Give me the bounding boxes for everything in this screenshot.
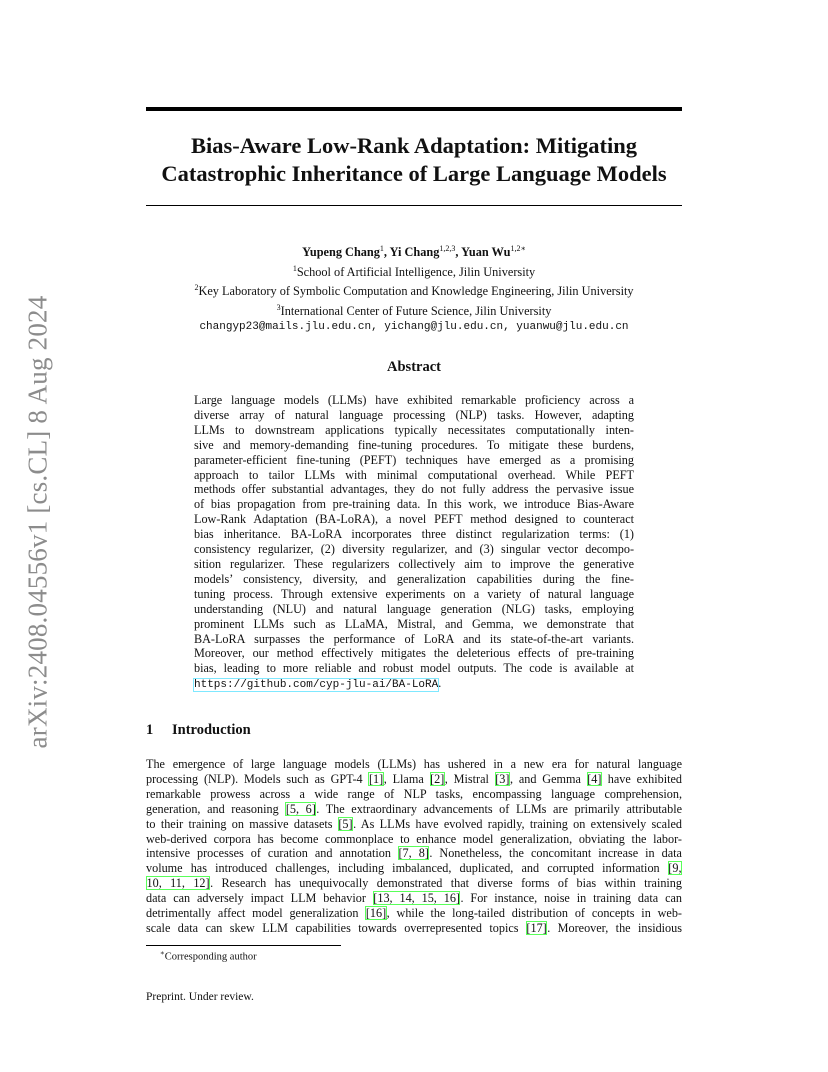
intro-line xyxy=(146,906,682,921)
abstract-line: tuning process. Through extensive experiments on a variety of natural language xyxy=(194,586,634,601)
affiliation-3-sup: 3 xyxy=(276,303,281,313)
text-run: . As LLMs have evolved rapidly, training on extensively scaled xyxy=(353,816,682,831)
text-run: volume has introduced challenges, including imbalanced, duplicated, and corrupted information xyxy=(146,861,668,876)
title-top-rule xyxy=(146,107,682,111)
citation-link[interactable]: [7, 8] xyxy=(398,846,429,861)
intro-line xyxy=(146,846,682,861)
citation-link[interactable]: [3] xyxy=(495,771,510,786)
abstract-line: bias, leading to more reliable and robust model outputs. The code is available at xyxy=(194,661,634,676)
citation-link[interactable]: [2] xyxy=(430,771,445,786)
abstract-line: bias inheritance. BA-LoRA incorporates three distinct regularization terms: (1) xyxy=(194,527,634,542)
author-1-sup: 1 xyxy=(379,244,384,253)
author-3: Yuan Wu xyxy=(461,245,511,260)
citation-link[interactable]: [1] xyxy=(368,771,384,786)
footnote-rule xyxy=(146,945,341,946)
citation-link[interactable]: [5, 6] xyxy=(285,801,316,816)
affiliation-2 xyxy=(146,280,682,300)
footnote-text: Corresponding author xyxy=(164,951,257,963)
text-run: , Llama xyxy=(383,771,430,786)
abstract-period: . xyxy=(438,676,442,691)
text-run: . Nonetheless, the concomitant increase in data xyxy=(429,846,682,861)
abstract-line: parameter-efficient fine-tuning (PEFT) techniques have emerged as a promising xyxy=(194,452,634,467)
text-run: have exhibited xyxy=(601,771,682,786)
text-run: generation, and reasoning xyxy=(146,801,286,816)
affiliation-1-text: School of Artificial Intelligence, Jilin University xyxy=(296,264,536,279)
abstract-line: approach to tailor LLMs with minimal computational overhead. While PEFT xyxy=(194,467,634,482)
intro-line: web-derived corpora has become commonplace to enhance model generalization, obviating the labor- xyxy=(146,831,682,846)
text-run: . Research has unequivocally demonstrated that diverse forms of bias within training xyxy=(210,876,682,891)
title-bottom-rule xyxy=(146,205,682,206)
text-run: , and Gemma xyxy=(509,771,587,786)
introduction-body xyxy=(146,757,682,936)
abstract-line: of bias propagation from pre-training data. In this work, we introduce Bias-Aware xyxy=(194,497,634,512)
abstract-line: diverse array of natural language processing (NLP) tasks. However, adapting xyxy=(194,407,634,422)
abstract-heading: Abstract xyxy=(387,359,441,375)
author-3-sup: 1,2∗ xyxy=(510,244,526,253)
text-run: , Mistral xyxy=(444,771,495,786)
abstract-line: LLMs to downstream applications typically necessitates computationally inten- xyxy=(194,422,634,437)
abstract-line: sive and memory-demanding fine-tuning procedures. To mitigate these burdens, xyxy=(194,437,634,452)
citation-link[interactable]: [4] xyxy=(587,771,602,786)
affiliation-3 xyxy=(146,300,682,320)
abstract-body xyxy=(194,393,634,693)
intro-line xyxy=(146,861,682,876)
intro-line xyxy=(146,772,682,787)
intro-line xyxy=(146,921,682,936)
intro-line: remarkable prowess across a wide range of NLP tasks, encompassing language comprehension, xyxy=(146,786,682,801)
abstract-line: Large language models (LLMs) have exhibited remarkable proficiency across a xyxy=(194,393,634,407)
affiliation-2-sup: 2 xyxy=(194,283,199,293)
footnote xyxy=(160,949,257,963)
abstract-line: methods offer substantial advantages, they do not fully address the pervasive issue xyxy=(194,482,634,497)
author-2: Yi Chang xyxy=(389,245,440,260)
abstract-line: Moreover, our method effectively mitigates the deleterious effects of pre-training xyxy=(194,646,634,661)
preprint-notice: Preprint. Under review. xyxy=(146,991,254,1003)
text-run: intensive processes of curation and annotation xyxy=(146,846,398,861)
abstract-last-line xyxy=(194,676,634,693)
affiliation-3-text: International Center of Future Science, Jilin University xyxy=(280,304,552,319)
citation-link[interactable]: [17] xyxy=(526,920,547,935)
abstract-line: Low-Rank Adaptation (BA-LoRA), a novel PEFT method designed to counteract xyxy=(194,512,634,527)
citation-link[interactable]: [5] xyxy=(338,816,353,831)
author-block xyxy=(146,241,682,335)
text-run: data can adversely impact LLM behavior xyxy=(146,891,373,906)
text-run: to their training on massive datasets xyxy=(146,816,338,831)
intro-line xyxy=(146,802,682,817)
affiliation-1-sup: 1 xyxy=(292,263,297,273)
text-run: detrimentally affect model generalization xyxy=(146,906,366,921)
text-run: . The extraordinary advancements of LLMs are primarily attributable xyxy=(316,801,682,816)
affiliation-1 xyxy=(146,261,682,281)
paper-title xyxy=(146,132,682,188)
section-title: Introduction xyxy=(172,722,251,738)
citation-link[interactable]: [13, 14, 15, 16] xyxy=(373,891,460,906)
citation-link[interactable]: [9, xyxy=(668,861,682,876)
intro-line: The emergence of large language models (LLMs) has ushered in a new era for natural language xyxy=(146,757,682,771)
author-1: Yupeng Chang xyxy=(302,245,380,260)
footnote-mark: ∗ xyxy=(160,949,165,957)
author-emails: changyp23@mails.jlu.edu.cn, yichang@jlu.edu.cn, yuanwu@jlu.edu.cn xyxy=(199,320,629,333)
affiliation-2-text: Key Laboratory of Symbolic Computation and Knowledge Engineering, Jilin University xyxy=(198,284,634,299)
intro-line xyxy=(146,891,682,906)
text-run: . For instance, noise in training data can xyxy=(460,891,683,906)
title-line-2: Catastrophic Inheritance of Large Language Models xyxy=(161,161,667,186)
citation-link[interactable]: [16] xyxy=(365,906,387,921)
intro-line xyxy=(146,817,682,832)
text-run: , while the long-tailed distribution of concepts in web- xyxy=(386,906,682,921)
title-line-1: Bias-Aware Low-Rank Adaptation: Mitigating xyxy=(190,133,638,158)
abstract-line: consistency regularizer, (2) diversity regularizer, and (3) singular vector decompo- xyxy=(194,542,634,557)
author-names: Yupeng Chang$^1$, Yi Chang$^{1,2,3}$, Yuan $Wu^{1,2∗}$ xyxy=(302,244,526,260)
text-run: . Moreover, the insidious xyxy=(547,920,682,935)
author-2-sup: 1,2,3 xyxy=(439,244,456,253)
section-number: 1 xyxy=(146,722,154,738)
citation-link[interactable]: 10, 11, 12] xyxy=(146,876,210,891)
abstract-line: models’ consistency, diversity, and generalization capabilities during the fine- xyxy=(194,571,634,586)
abstract-line: prominent LLMs such as LLaMA, Mistral, and Gemma, we demonstrate that xyxy=(194,616,634,631)
intro-line xyxy=(146,876,682,891)
text-run: processing (NLP). Models such as GPT-4 xyxy=(146,771,369,786)
text-run: scale data can skew LLM capabilities towards overrepresented topics xyxy=(146,920,526,935)
abstract-line: BA-LoRA surpasses the performance of LoRA and its state-of-the-art variants. xyxy=(194,631,634,646)
arxiv-side-stamp: arXiv:2408.04556v1 [cs.CL] 8 Aug 2024 xyxy=(22,295,53,749)
section-heading-introduction xyxy=(146,722,251,739)
code-repo-link[interactable]: https://github.com/cyp-jlu-ai/BA-LoRA xyxy=(194,679,439,692)
abstract-line: understanding (NLU) and natural language generation (NLG) tasks, employing xyxy=(194,601,634,616)
abstract-line: sition regularizer. These regularizers collectively aim to improve the generative xyxy=(194,556,634,571)
